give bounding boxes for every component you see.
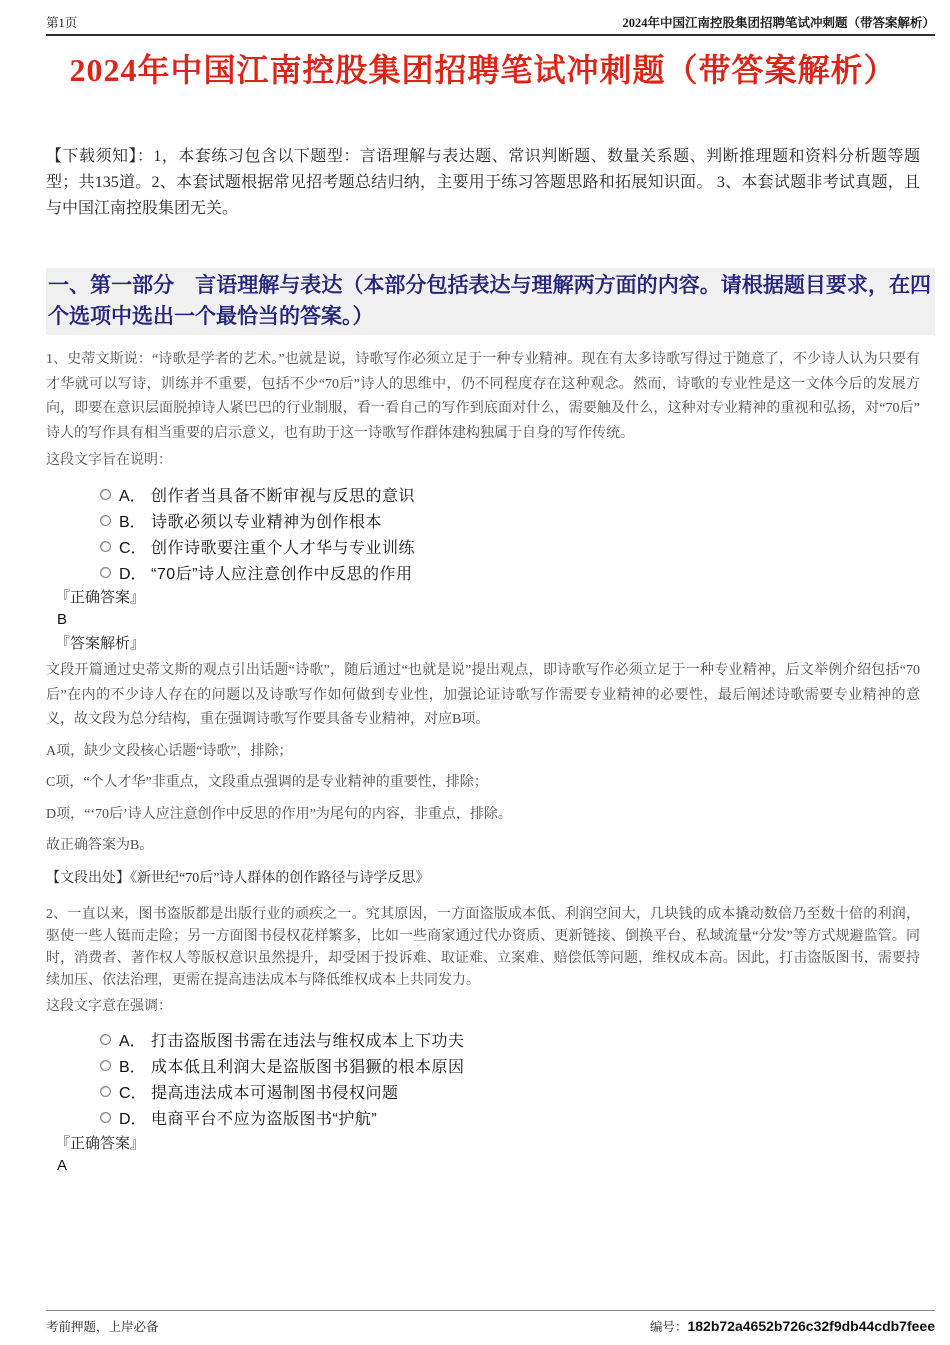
analysis-paragraph: A项，缺少文段核心话题“诗歌”，排除； — [46, 743, 293, 759]
radio-button-icon[interactable] — [100, 567, 111, 578]
footer-id — [650, 1317, 935, 1335]
question-block-2 — [0, 904, 950, 1177]
radio-button-icon[interactable] — [100, 1086, 111, 1097]
question-block-1 — [0, 348, 950, 891]
analysis-paragraph: C项，“个人才华”非重点，文段重点强调的是专业精神的重要性，排除； — [46, 775, 488, 790]
option-letter: D． — [119, 565, 147, 583]
radio-button-icon[interactable] — [100, 1060, 111, 1071]
radio-button-icon[interactable] — [100, 1034, 111, 1045]
question-1-options — [100, 481, 950, 585]
header-doc-title: 2024年中国江南控股集团招聘笔试冲刺题（带答案解析） — [622, 16, 935, 30]
option-text: 电商平台不应为盗版图书“护航” — [151, 1111, 378, 1128]
page-header — [46, 0, 935, 36]
option-row-a[interactable] — [100, 1027, 950, 1053]
option-letter: C． — [119, 1085, 147, 1102]
option-row-d[interactable] — [100, 1105, 950, 1131]
option-text: 创作者当具备不断审视与反思的意识 — [151, 487, 416, 505]
radio-button-icon[interactable] — [100, 489, 111, 500]
correct-answer-label: 『正确答案』 — [55, 590, 146, 606]
radio-button-icon[interactable] — [100, 541, 111, 552]
option-row-a[interactable] — [100, 481, 950, 507]
section-heading: 一、第一部分 言语理解与表达（本部分包括表达与理解两方面的内容。请根据题目要求，在四个选项中选出一个最恰当的答案。） — [46, 268, 935, 335]
option-text: 创作诗歌要注重个人才华与专业训练 — [151, 539, 416, 557]
footer-id-label: 编号： — [649, 1320, 688, 1334]
analysis-paragraph: 文段开篇通过史蒂文斯的观点引出话题“诗歌”，随后通过“也就是说”提出观点，即诗歌写作必须立足于一种专业精神，后文举例介绍包括“70后”在内的不少诗人存在的问题以及诗歌写作如何做到专业性，加强论证诗歌写作需要专业精神的必要性，最后阐述诗歌需要专业精神的意义，故文段为总分结构，重在强调诗歌写作要具备专业精神，对应B项。 — [46, 663, 920, 727]
correct-answer-value: B — [57, 611, 68, 628]
page-footer — [46, 1310, 935, 1335]
option-row-d[interactable] — [100, 559, 950, 585]
page-number: 第1页 — [46, 16, 78, 30]
question-2-text: 2、一直以来，图书盗版都是出版行业的顽疾之一。究其原因，一方面盗版成本低、利润空间大，几块钱的成本撬动数倍乃至数十倍的利润，驱使一些人铤而走险；另一方面图书侵权花样繁多，比如一些商家通过代办资质、更新链接、倒换平台、私域流量“分发”等方式规避监管。同时，消费者、著作权人等版权意识虽然提升，却受困于投诉难、取证难、立案难、赔偿低等问题，维权成本高。因此，打击盗版图书，需要持续加压、依法治理，更需在提高违法成本与降低维权成本上共同发力。 — [46, 906, 920, 988]
question-1-text: 1、史蒂文斯说：“诗歌是学者的艺术。”也就是说，诗歌写作必须立足于一种专业精神。现在有太多诗歌写得过于随意了，不少诗人认为只要有才华就可以写诗，训练并不重要，包括不少“70后”诗人的思维中，仍不同程度存在这种观念。然而，诗歌的专业性是这一文体今后的发展方向，即要在意识层面脱掉诗人紧巴巴的行业制服，看一看自己的写作到底面对什么，需要触及什么，这种对专业精神的重视和弘扬，对“70后”诗人的写作具有相当重要的启示意义，也有助于这一诗歌写作群体建构独属于自身的写作传统。 — [46, 352, 920, 441]
radio-button-icon[interactable] — [100, 1112, 111, 1123]
option-letter: B． — [119, 1059, 146, 1076]
option-text: 打击盗版图书需在违法与维权成本上下功夫 — [151, 1033, 465, 1050]
passage-source: 【文段出处】《新世纪“70后”诗人群体的创作路径与诗学反思》 — [46, 870, 430, 886]
question-1-prompt: 这段文字旨在说明： — [46, 453, 172, 468]
document-title: 2024年中国江南控股集团招聘笔试冲刺题（带答案解析） — [69, 52, 897, 88]
question-2-options — [100, 1027, 950, 1131]
option-letter: A． — [119, 487, 146, 505]
correct-answer-label: 『正确答案』 — [55, 1135, 146, 1152]
option-row-c[interactable] — [100, 533, 950, 559]
option-text: “70后”诗人应注意创作中反思的作用 — [151, 565, 413, 583]
correct-answer-value: A — [57, 1156, 68, 1174]
download-notice: 【下载须知】：1，本套练习包含以下题型：言语理解与表达题、常识判断题、数量关系题、判断推理题和资料分析题等题型；共135道。2、本套试题根据常见招考题总结归纳，主要用于练习答题思路和拓展知识面。 3、本套试题非考试真题，且与中国江南控股集团无关。 — [46, 148, 920, 217]
question-2-prompt: 这段文字意在强调： — [46, 998, 172, 1014]
option-letter: A． — [119, 1033, 146, 1050]
analysis-paragraph: D项，“‘70后’诗人应注意创作中反思的作用”为尾句的内容，非重点，排除。 — [46, 806, 512, 822]
footer-slogan: 考前押题，上岸必备 — [46, 1320, 159, 1334]
option-text: 成本低且利润大是盗版图书猖獗的根本原因 — [151, 1059, 465, 1076]
analysis-conclusion: 故正确答案为B。 — [46, 838, 154, 853]
option-text: 提高违法成本可遏制图书侵权问题 — [151, 1085, 399, 1102]
option-row-c[interactable] — [100, 1079, 950, 1105]
footer-id-value: 182b72a4652b726c32f9db44cdb7feee — [687, 1318, 935, 1334]
option-letter: B． — [119, 513, 146, 531]
analysis-label: 『答案解析』 — [55, 636, 146, 652]
option-text: 诗歌必须以专业精神为创作根本 — [151, 513, 383, 531]
radio-button-icon[interactable] — [100, 515, 111, 526]
option-letter: D． — [119, 1111, 147, 1128]
option-row-b[interactable] — [100, 507, 950, 533]
option-row-b[interactable] — [100, 1053, 950, 1079]
option-letter: C． — [119, 539, 147, 557]
